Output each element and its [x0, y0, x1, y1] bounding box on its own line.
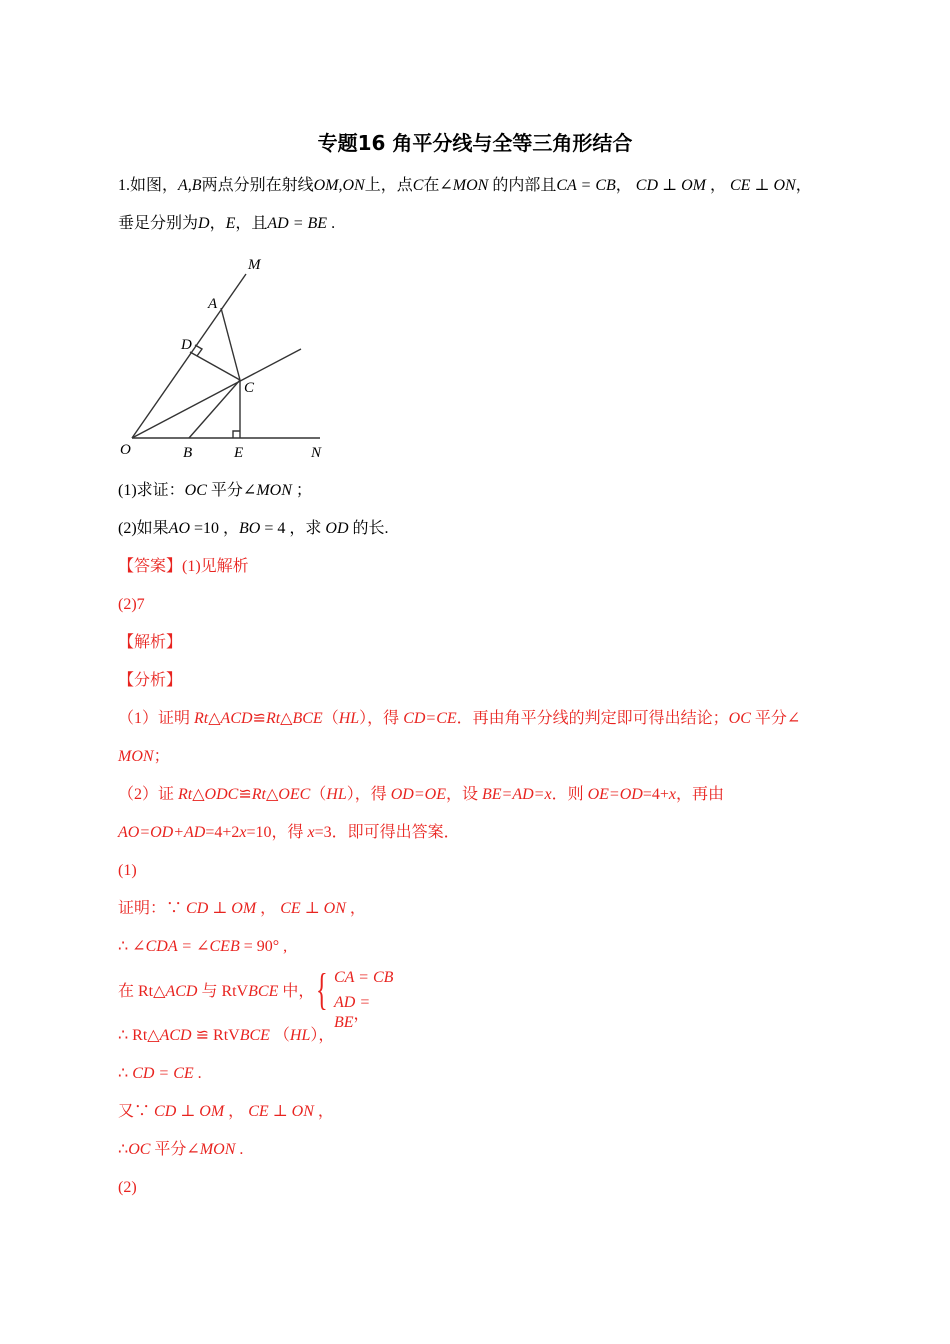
math: MON [256, 482, 292, 499]
math: A,B [178, 177, 202, 194]
text: 在∠ [423, 177, 453, 194]
ray-om [132, 274, 246, 438]
math: OE=OD [587, 786, 643, 803]
math: BE=AD=x [482, 786, 552, 803]
fenxi-label: 【分析】 [118, 672, 183, 689]
text: ， [795, 177, 812, 194]
text: （2）证 [118, 786, 179, 803]
text: ，再由 [675, 786, 724, 803]
math: OM,ON [313, 177, 365, 194]
label-a: A [208, 296, 218, 312]
solution-line-6 [118, 1102, 334, 1122]
math: CD ⊥ OM [154, 1103, 225, 1120]
text: 又∵ [118, 1103, 155, 1120]
text: ∴ Rt△ [118, 1027, 160, 1044]
text: ，设 [445, 786, 482, 803]
jiexi-label: 【解析】 [118, 634, 183, 651]
math: E [225, 215, 236, 232]
text: 证明：∵ [118, 900, 187, 917]
ray-oc [132, 349, 301, 438]
segment-bc [189, 380, 240, 438]
math: Rt△ACD [194, 710, 253, 727]
math: CDA = ∠CEB [145, 938, 240, 955]
math: MON [199, 1141, 236, 1158]
text: ．则 [551, 786, 588, 803]
text: ， [353, 1006, 370, 1023]
analysis-2 [118, 785, 724, 805]
solution-line-7 [118, 1140, 243, 1160]
math: OC [728, 710, 751, 727]
math: ACD [165, 983, 198, 1000]
text: = 4 ，求 [260, 520, 326, 537]
text: （ [310, 786, 327, 803]
math: Rt△ODC [178, 786, 239, 803]
text: 平分∠ [206, 482, 257, 499]
math: Rt△BCE [265, 710, 323, 727]
text: 的长. [348, 520, 389, 537]
math: CA = CB [556, 177, 616, 194]
solution-line-1 [118, 899, 366, 919]
math: CD=CE [403, 710, 457, 727]
label-m: M [248, 257, 261, 273]
brace: { [316, 965, 328, 1014]
text: ， [256, 900, 281, 917]
problem-line-2 [118, 214, 335, 234]
math: OC [184, 482, 207, 499]
text: (1)求证： [118, 482, 185, 499]
math: AO=OD+AD [118, 824, 206, 841]
text: ， [345, 900, 366, 917]
text: ， [224, 1103, 249, 1120]
segment-ac [221, 308, 240, 380]
text: ≌ RtV [191, 1027, 240, 1044]
question-2 [118, 519, 389, 539]
text: . [193, 1065, 202, 1082]
right-angle-mark-e [233, 431, 240, 438]
text: ∴ [118, 1065, 133, 1082]
text: ≌ [238, 786, 252, 803]
text: ，且 [235, 215, 268, 232]
math: x [239, 824, 247, 841]
math: ACD [159, 1027, 192, 1044]
solution-line-3 [118, 982, 314, 1002]
geometry-figure [110, 250, 340, 465]
math: CE ⊥ ON [729, 177, 796, 194]
text: 在 Rt△ [118, 983, 166, 1000]
text: ≌ [252, 710, 266, 727]
text: （1）证明 [118, 710, 195, 727]
answer-line [118, 557, 249, 577]
solution-1-label: (1) [118, 862, 137, 879]
math: D [198, 215, 210, 232]
math: x [668, 786, 676, 803]
math: AO [168, 520, 190, 537]
answer-label: 【答案】 [118, 558, 183, 575]
math: x [307, 824, 315, 841]
math: OD=OE [390, 786, 446, 803]
text: ），得 [346, 786, 391, 803]
text: ），得 [359, 710, 404, 727]
math: Rt△OEC [251, 786, 311, 803]
math: AD = BE [334, 994, 371, 1031]
label-b: B [183, 445, 193, 461]
math: CD ⊥ OM [186, 900, 257, 917]
text: . [235, 1141, 244, 1158]
text: ∴ ∠ [118, 938, 146, 955]
solution-line-4 [118, 1026, 334, 1046]
label-o: O [120, 442, 131, 458]
answer-part-2: (2)7 [118, 596, 145, 613]
problem-line-1 [118, 176, 812, 196]
math: MON [452, 177, 489, 194]
math: CA = CB [334, 969, 394, 986]
analysis-2-cont [118, 823, 460, 843]
math: OD [325, 520, 349, 537]
text: (2)如果 [118, 520, 169, 537]
text: = 90° , [239, 938, 288, 955]
solution-2-label: (2) [118, 1179, 137, 1196]
math: BCE [248, 983, 279, 1000]
text: . [327, 215, 336, 232]
math: C [412, 177, 424, 194]
math: BO [239, 520, 261, 537]
equation-system [316, 965, 406, 1031]
math: BCE [239, 1027, 270, 1044]
text: （ [269, 1027, 290, 1044]
text: 上，点 [364, 177, 413, 194]
page-title: 专题16 角平分线与全等三角形结合 [317, 131, 633, 155]
text: =10，得 [246, 824, 308, 841]
text: ， [313, 1103, 334, 1120]
solution-line-5 [118, 1064, 202, 1084]
text: 平分∠ [750, 710, 801, 727]
math: MON [118, 748, 154, 765]
answer-part-1: (1)见解析 [182, 558, 249, 575]
text: =3．即可得出答案． [314, 824, 460, 841]
text: ．再由角平分线的判定即可得出结论； [456, 710, 729, 727]
solution-line-2 [118, 937, 287, 957]
text: ， [615, 177, 632, 194]
text: 与 RtV [197, 983, 249, 1000]
text: ； [291, 482, 312, 499]
text: 两点分别在射线 [201, 177, 314, 194]
label-c: C [244, 380, 255, 396]
math: HL [289, 1027, 311, 1044]
math: CD ⊥ OM [635, 177, 706, 194]
math: CD = CE [132, 1065, 194, 1082]
text: 中， [278, 983, 315, 1000]
math: CE ⊥ ON [248, 1103, 314, 1120]
text: ， [709, 177, 726, 194]
analysis-1 [118, 709, 800, 729]
label-d: D [181, 337, 192, 353]
label-e: E [234, 445, 244, 461]
system-row-2 [334, 993, 406, 1033]
math: OC [128, 1141, 151, 1158]
math: HL [326, 786, 347, 803]
text: =10 ， [190, 520, 240, 537]
system-row-1 [334, 968, 393, 988]
math: CE ⊥ ON [280, 900, 346, 917]
text: ）， [310, 1027, 335, 1044]
text: =4+2 [205, 824, 240, 841]
math: HL [338, 710, 360, 727]
text: 的内部且 [488, 177, 557, 194]
text: 垂足分别为 [118, 215, 199, 232]
text: =4+ [642, 786, 669, 803]
text: 1.如图， [118, 177, 179, 194]
text: （ [322, 710, 339, 727]
label-n: N [311, 445, 322, 461]
question-1 [118, 481, 312, 501]
text: ∴ [118, 1141, 129, 1158]
text: 平分∠ [150, 1141, 200, 1158]
text: ， [209, 215, 226, 232]
math: AD = BE [267, 215, 328, 232]
analysis-1-cont [118, 747, 170, 767]
text: ； [153, 748, 170, 765]
